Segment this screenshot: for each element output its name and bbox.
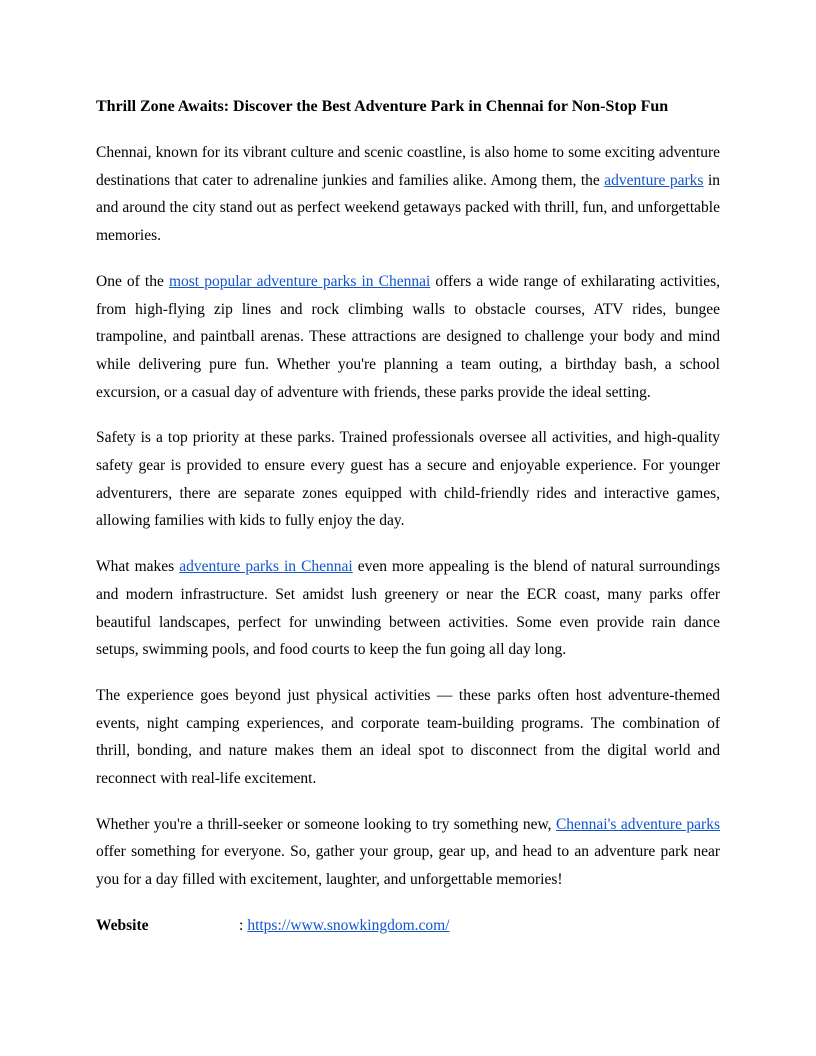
paragraph-text: even more appealing is the blend of natural surroundings and modern infrastructure. Set amidst lush greenery or near the ECR coast, many parks offer beautiful landscapes, perfect for unwinding between activities. Some even provide rain dance setups, swimming pools, and food courts to keep the fun going all day long. xyxy=(96,558,720,659)
paragraph-intro xyxy=(96,139,720,250)
paragraph-text: offers a wide range of exhilarating activities, from high-flying zip lines and rock climbing walls to obstacle courses, ATV rides, bungee trampoline, and paintball arenas. These attractions are designed to challenge your body and mind while delivering pure fun. Whether you're planning a team outing, a birthday bash, a school excursion, or a casual day of adventure with friends, these parks provide the ideal setting. xyxy=(96,272,721,401)
paragraph-experience: The experience goes beyond just physical activities — these parks often host adventure-themed events, night camping experiences, and corporate team-building programs. The combination of thrill, bonding, and nature makes them an ideal spot to disconnect from the digital world and reconnect with real-life excitement. xyxy=(96,686,720,788)
paragraph-closing xyxy=(96,811,720,894)
paragraph-text: Whether you're a thrill-seeker or someone looking to try something new, xyxy=(96,815,556,833)
paragraph-activities xyxy=(96,268,720,407)
most-popular-parks-link[interactable]: most popular adventure parks in Chennai xyxy=(168,272,431,290)
paragraph-text: in and around the city stand out as perfect weekend getaways packed with thrill, fun, and unforgettable memories. xyxy=(96,171,721,245)
paragraph-text: Chennai, known for its vibrant culture and scenic coastline, is also home to some exciting adventure destinations that cater to adrenaline junkies and families alike. Among them, the xyxy=(96,144,720,189)
paragraph-text: offer something for everyone. So, gather your group, gear up, and head to an adventure park near you for a day filled with excitement, laughter, and unforgettable memories! xyxy=(96,843,720,889)
paragraph-text: One of the xyxy=(96,272,169,290)
paragraph-text: What makes xyxy=(96,558,180,576)
document-page xyxy=(96,93,720,939)
adventure-parks-link[interactable]: adventure parks xyxy=(604,171,704,189)
website-url-link[interactable]: https://www.snowkingdom.com/ xyxy=(247,916,450,934)
paragraph-surroundings xyxy=(96,553,720,664)
adventure-parks-chennai-link[interactable]: adventure parks in Chennai xyxy=(179,558,353,576)
paragraph-safety: Safety is a top priority at these parks. Trained professionals oversee all activities, and high-quality safety gear is provided to ensure every guest has a secure and enjoyable experience. For younger adventurers, there are separate zones equipped with child-friendly rides and interactive games, allowing families with kids to fully enjoy the day. xyxy=(96,429,720,530)
chennais-adventure-parks-link[interactable]: Chennai's adventure parks xyxy=(555,815,720,833)
website-colon: : xyxy=(239,916,244,934)
website-label: Website xyxy=(96,916,149,934)
document-title: Thrill Zone Awaits: Discover the Best Adventure Park in Chennai for Non-Stop Fun xyxy=(96,98,669,115)
website-row xyxy=(96,912,720,939)
